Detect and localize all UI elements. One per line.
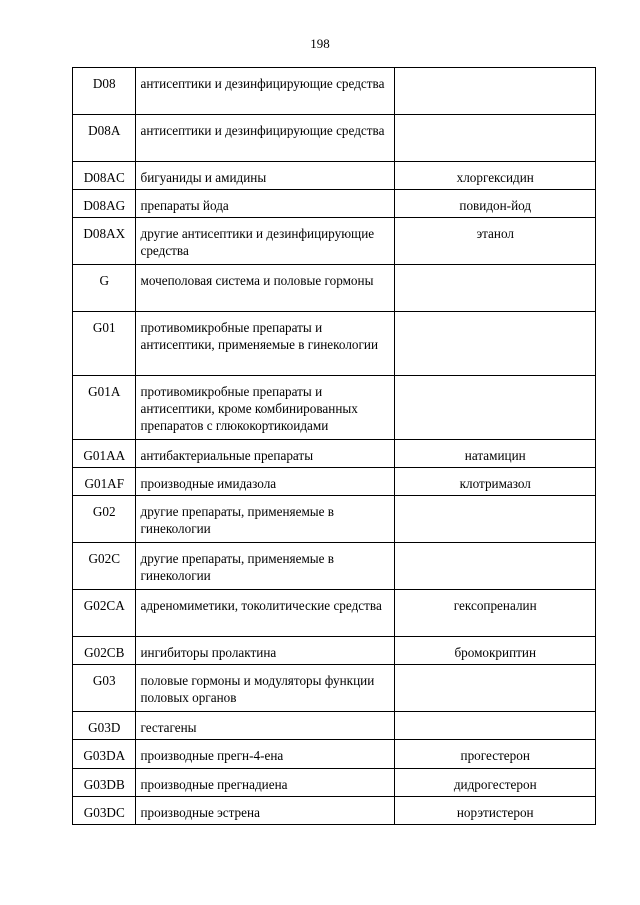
table-row <box>73 797 596 825</box>
description-cell: половые гормоны и модуляторы функции половых органов <box>136 665 395 712</box>
description-cell: противомикробные препараты и антисептики, применяемые в гинекологии <box>136 312 395 376</box>
description-cell: другие препараты, применяемые в гинекологии <box>136 543 395 590</box>
atc-code-cell: G03DB <box>73 769 136 797</box>
drug-name-cell <box>395 543 596 590</box>
drug-name-cell <box>395 665 596 712</box>
description-cell: производные имидазола <box>136 468 395 496</box>
atc-code-cell: D08AC <box>73 162 136 190</box>
table-row <box>73 637 596 665</box>
table-row <box>73 665 596 712</box>
table-row <box>73 468 596 496</box>
atc-code-cell: G01 <box>73 312 136 376</box>
table-row <box>73 162 596 190</box>
atc-code-cell: D08AG <box>73 190 136 218</box>
atc-code-cell: G01A <box>73 376 136 440</box>
drug-name-cell: этанол <box>395 218 596 265</box>
table-row <box>73 740 596 769</box>
drug-name-cell: норэтистерон <box>395 797 596 825</box>
table-row <box>73 769 596 797</box>
drug-name-cell: гексопреналин <box>395 590 596 637</box>
drug-name-cell: повидон-йод <box>395 190 596 218</box>
table-row <box>73 440 596 468</box>
atc-code-cell: G01AF <box>73 468 136 496</box>
table-row <box>73 543 596 590</box>
atc-classification-table <box>72 67 596 825</box>
atc-code-cell: G02CB <box>73 637 136 665</box>
drug-name-cell: прогестерон <box>395 740 596 769</box>
description-cell: препараты йода <box>136 190 395 218</box>
atc-code-cell: G02CA <box>73 590 136 637</box>
drug-name-cell <box>395 115 596 162</box>
atc-code-cell: G <box>73 265 136 312</box>
description-cell: антисептики и дезинфицирующие средства <box>136 115 395 162</box>
description-cell: антисептики и дезинфицирующие средства <box>136 68 395 115</box>
description-cell: ингибиторы пролактина <box>136 637 395 665</box>
table-row <box>73 496 596 543</box>
description-cell: производные эстрена <box>136 797 395 825</box>
description-cell: бигуаниды и амидины <box>136 162 395 190</box>
atc-code-cell: G03D <box>73 712 136 740</box>
atc-code-cell: G03DA <box>73 740 136 769</box>
drug-name-cell <box>395 712 596 740</box>
drug-name-cell: хлоргексидин <box>395 162 596 190</box>
atc-code-cell: D08 <box>73 68 136 115</box>
description-cell: гестагены <box>136 712 395 740</box>
table-row <box>73 376 596 440</box>
description-cell: антибактериальные препараты <box>136 440 395 468</box>
atc-code-cell: G03DC <box>73 797 136 825</box>
table-row <box>73 712 596 740</box>
description-cell: противомикробные препараты и антисептики, кроме комбинированных препаратов с глюкокортикоидами <box>136 376 395 440</box>
drug-name-cell <box>395 265 596 312</box>
drug-name-cell <box>395 312 596 376</box>
table-row <box>73 312 596 376</box>
drug-name-cell: бромокриптин <box>395 637 596 665</box>
drug-name-cell: дидрогестерон <box>395 769 596 797</box>
atc-code-cell: G02 <box>73 496 136 543</box>
description-cell: производные прегн-4-ена <box>136 740 395 769</box>
atc-code-cell: D08A <box>73 115 136 162</box>
table-row <box>73 590 596 637</box>
table-row <box>73 265 596 312</box>
atc-code-cell: G01AA <box>73 440 136 468</box>
drug-name-cell <box>395 68 596 115</box>
description-cell: производные прегнадиена <box>136 769 395 797</box>
table-row <box>73 115 596 162</box>
atc-code-cell: G03 <box>73 665 136 712</box>
page-number: 198 <box>310 36 330 51</box>
table-row <box>73 190 596 218</box>
drug-name-cell: натамицин <box>395 440 596 468</box>
table-row <box>73 68 596 115</box>
atc-code-cell: G02C <box>73 543 136 590</box>
atc-code-cell: D08AX <box>73 218 136 265</box>
drug-name-cell <box>395 496 596 543</box>
drug-name-cell <box>395 376 596 440</box>
description-cell: другие препараты, применяемые в гинекологии <box>136 496 395 543</box>
table-row <box>73 218 596 265</box>
description-cell: другие антисептики и дезинфицирующие средства <box>136 218 395 265</box>
description-cell: адреномиметики, токолитические средства <box>136 590 395 637</box>
description-cell: мочеполовая система и половые гормоны <box>136 265 395 312</box>
drug-name-cell: клотримазол <box>395 468 596 496</box>
